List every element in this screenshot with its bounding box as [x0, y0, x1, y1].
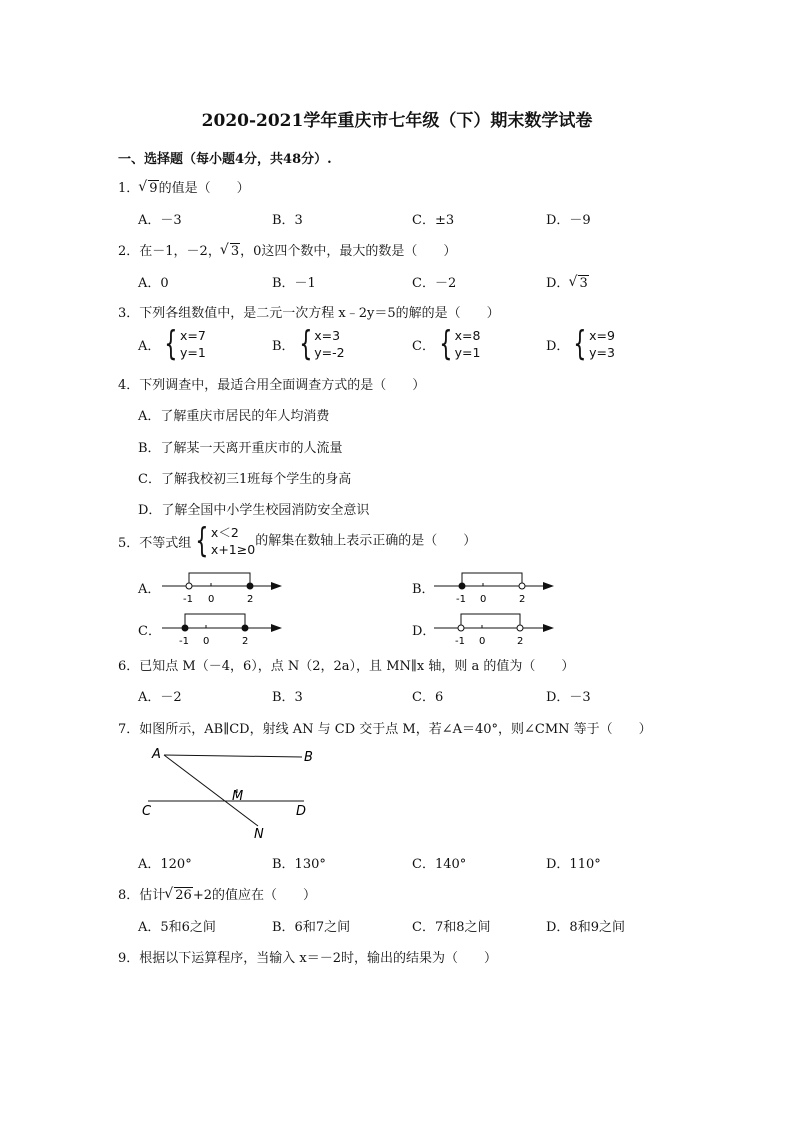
- q1-option-c: C．±3: [412, 213, 455, 228]
- svg-text:C: C: [142, 804, 152, 819]
- question-9: 9．根据以下运算程序，当输入 x＝－2时，输出的结果为（ ）: [118, 951, 498, 966]
- q5-label-d: D．: [412, 624, 436, 639]
- geometry-figure: [138, 742, 328, 844]
- svg-text:-1: -1: [183, 594, 193, 605]
- q8-option-c: C．7和8之间: [412, 920, 491, 935]
- q7-option-c: C．140°: [412, 857, 467, 872]
- q3-option-c: C． { x=8 y=1: [412, 324, 481, 364]
- q4-option-c: C．了解我校初三1班每个学生的身高: [138, 472, 352, 487]
- question-5: 5．不等式组 { x＜2 x+1≥0 的解集在数轴上表示正确的是（ ）: [118, 521, 477, 561]
- svg-text:N: N: [254, 827, 264, 842]
- q3-option-b: B． { x=3 y=-2: [272, 324, 345, 364]
- svg-text:2: 2: [519, 594, 526, 605]
- svg-text:0: 0: [480, 594, 487, 605]
- q8-option-a: A．5和6之间: [138, 920, 216, 935]
- sqrt-9: √ 9: [139, 181, 158, 196]
- svg-text:M: M: [232, 789, 244, 804]
- question-4: 4．下列调查中，最适合用全面调查方式的是（ ）: [118, 378, 426, 393]
- sqrt-3: √ 3: [221, 244, 240, 259]
- q1-option-b: B．3: [272, 213, 303, 228]
- q2-option-c: C．－2: [412, 276, 457, 291]
- svg-text:D: D: [296, 804, 307, 819]
- q5-label-c: C．: [138, 624, 161, 639]
- q6-option-c: C．6: [412, 690, 444, 705]
- q5-label-a: A．: [138, 582, 161, 597]
- question-3: 3．下列各组数值中，是二元一次方程 x﹣2y＝5的解的是（ ）: [118, 306, 500, 321]
- svg-text:-1: -1: [455, 636, 465, 647]
- svg-text:2: 2: [517, 636, 524, 647]
- q2-option-b: B．－1: [272, 276, 316, 291]
- q1-option-d: D．－9: [546, 213, 591, 228]
- question-8: 8．估计√ 26+2的值应在（ ）: [118, 884, 316, 903]
- svg-text:0: 0: [208, 594, 215, 605]
- number-line-c: [160, 608, 285, 650]
- svg-text:2: 2: [247, 594, 254, 605]
- q5-label-b: B．: [412, 582, 435, 597]
- number-line-d: [432, 608, 557, 650]
- q7-option-a: A．120°: [138, 857, 192, 872]
- q1-option-a: A．－3: [138, 213, 182, 228]
- q4-option-b: B．了解某一天离开重庆市的人流量: [138, 441, 343, 456]
- q8-option-d: D．8和9之间: [546, 920, 625, 935]
- q6-option-a: A．－2: [138, 690, 182, 705]
- question-6: 6．已知点 M（－4，6），点 N（2，2a），且 MN∥x 轴，则 a 的值为（ ）: [118, 659, 575, 674]
- q4-option-a: A．了解重庆市居民的年人均消费: [138, 409, 330, 424]
- question-1: 1．√ 9的值是（ ）: [118, 177, 250, 196]
- q3-option-d: D． { x=9 y=3: [546, 324, 615, 364]
- section-heading: 一、选择题（每小题4分，共48分）.: [118, 152, 332, 167]
- q2-option-a: A．0: [138, 276, 169, 291]
- page-title: 2020-2021学年重庆市七年级（下）期末数学试卷: [201, 111, 593, 131]
- svg-text:B: B: [304, 750, 313, 765]
- q4-option-d: D．了解全国中小学生校园消防安全意识: [138, 503, 370, 518]
- question-2: 2．在－1，－2，√ 3，0这四个数中，最大的数是（ ）: [118, 240, 456, 259]
- svg-text:0: 0: [479, 636, 486, 647]
- svg-text:A: A: [152, 747, 161, 762]
- question-7: 7．如图所示，AB∥CD，射线 AN 与 CD 交于点 M，若∠A＝40°，则∠CMN 等于（ ）: [118, 722, 652, 737]
- svg-text:0: 0: [203, 636, 210, 647]
- q2-option-d: D．√ 3: [546, 272, 589, 291]
- q3-option-a: A． { x=7 y=1: [138, 324, 206, 364]
- q6-option-b: B．3: [272, 690, 303, 705]
- number-line-a: [160, 566, 285, 608]
- q6-option-d: D．－3: [546, 690, 591, 705]
- q7-option-b: B．130°: [272, 857, 326, 872]
- q8-option-b: B．6和7之间: [272, 920, 351, 935]
- svg-text:-1: -1: [456, 594, 466, 605]
- number-line-b: [432, 566, 557, 608]
- svg-text:2: 2: [242, 636, 249, 647]
- q7-option-d: D．110°: [546, 857, 601, 872]
- svg-text:-1: -1: [179, 636, 189, 647]
- sqrt-26: √ 26: [165, 888, 193, 903]
